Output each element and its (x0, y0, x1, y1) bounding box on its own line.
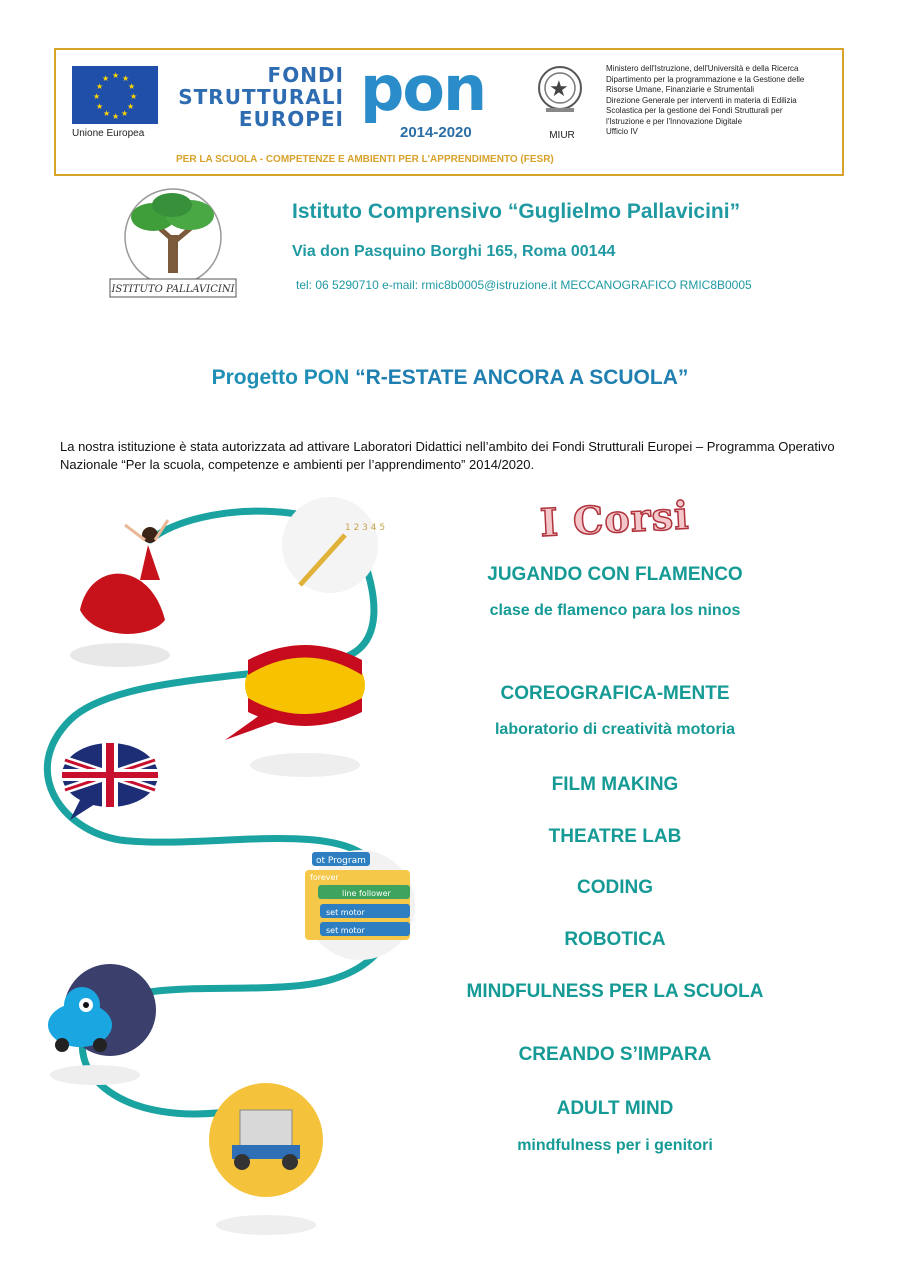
flamenco-dancer-icon (70, 520, 170, 667)
intro-paragraph: La nostra istituzione è stata autorizzata ad attivare Laboratori Didattici nell’ambito dei Fondi Strutturali Europei – Programma Operativo Nazionale “Per la scuola, competenze e ambienti per l’apprendimento” 2014/2020. (60, 439, 835, 472)
miur-label: MIUR (549, 130, 575, 141)
ministero-line: Direzione Generale per interventi in materia di Edilizia (606, 95, 797, 105)
coding-block-label: ot Program (316, 856, 366, 866)
italian-republic-emblem-icon (536, 64, 584, 116)
ministero-line: Ministero dell'Istruzione, dell'Università e della Ricerca (606, 64, 799, 73)
course-title: ADULT MIND (556, 1098, 674, 1119)
ministero-line: Dipartimento per la programmazione e la Gestione delle (606, 74, 805, 84)
ministero-line: Risorse Umane, Finanziarie e Strumentali (606, 85, 755, 94)
school-contacts: tel: 06 5290710 e-mail: rmic8b0005@istruzione.it MECCANOGRAFICO RMIC8B0005 (296, 278, 752, 292)
svg-text:1 2 3 4 5: 1 2 3 4 5 (345, 523, 386, 533)
dash-robot-icon (48, 964, 156, 1085)
ministero-text (606, 64, 836, 138)
fondi-line: STRUTTURALI (178, 85, 344, 109)
school-address: Via don Pasquino Borghi 165, Roma 00144 (292, 243, 616, 260)
coding-block-label: forever (310, 873, 339, 882)
coding-block-label: set motor (326, 908, 365, 917)
coding-blocks-icon (305, 850, 415, 960)
project-prefix: Progetto PON (211, 366, 356, 389)
fondi-strutturali-logo (168, 64, 344, 130)
courses-illustration (0, 490, 460, 1270)
ministero-line: Scolastica per la gestione dei Fondi Strutturali per (606, 106, 783, 115)
school-logo (108, 185, 238, 300)
course-title: ROBOTICA (564, 929, 666, 950)
course-subtitle: mindfulness per i genitori (517, 1137, 713, 1154)
project-name: “R-ESTATE ANCORA A SCUOLA” (355, 366, 689, 389)
eu-label: Unione Europea (72, 128, 145, 139)
course-title: CODING (577, 877, 653, 898)
course-title: FILM MAKING (551, 774, 679, 795)
coding-block-label: line follower (342, 889, 391, 898)
ministero-line: Ufficio IV (606, 127, 638, 136)
school-logo-label: ISTITUTO PALLAVICINI (111, 284, 235, 295)
eu-flag-icon (72, 66, 158, 124)
course-title: MINDFULNESS PER LA SCUOLA (466, 981, 764, 1002)
svg-text:★: ★ (96, 82, 104, 91)
svg-text:★: ★ (112, 112, 120, 121)
svg-text:★: ★ (130, 92, 138, 101)
svg-text:★: ★ (112, 71, 120, 80)
course-title: CREANDO S’IMPARA (518, 1044, 712, 1065)
course-subtitle: laboratorio di creatività motoria (494, 721, 736, 738)
pon-years: 2014-2020 (400, 124, 472, 141)
svg-text:★: ★ (549, 77, 569, 102)
pon-logo: pon (360, 52, 486, 125)
course-title: JUGANDO CON FLAMENCO (487, 564, 743, 585)
spanish-flag-bubble-icon (225, 645, 365, 777)
uk-flag-bubble-icon (62, 743, 158, 820)
svg-text:★: ★ (128, 82, 136, 91)
fondi-line: FONDI (267, 63, 344, 87)
svg-text:★: ★ (96, 102, 104, 111)
course-title: COREOGRAFICA-MENTE (500, 683, 730, 704)
coding-block-label: set motor (326, 926, 365, 935)
fondi-line: EUROPEI (238, 107, 344, 131)
course-title: THEATRE LAB (548, 826, 682, 847)
course-subtitle: clase de flamenco para los ninos (489, 602, 741, 619)
svg-text:★: ★ (122, 74, 130, 83)
pon-banner (54, 48, 844, 176)
svg-text:★: ★ (93, 92, 101, 101)
ministero-line: l'Istruzione e per l'Innovazione Digitale (606, 116, 743, 126)
svg-text:★: ★ (102, 74, 110, 83)
fesr-tagline: PER LA SCUOLA - COMPETENZE E AMBIENTI PER L'APPRENDIMENTO (FESR) (176, 154, 554, 165)
svg-text:★: ★ (121, 109, 129, 118)
svg-text:★: ★ (127, 102, 135, 111)
svg-text:★: ★ (103, 109, 111, 118)
mbot-robot-icon (209, 1083, 323, 1235)
school-name: Istituto Comprensivo “Guglielmo Pallavicini” (292, 200, 741, 223)
corsi-heading: I Corsi (538, 492, 691, 546)
project-title (0, 366, 900, 390)
